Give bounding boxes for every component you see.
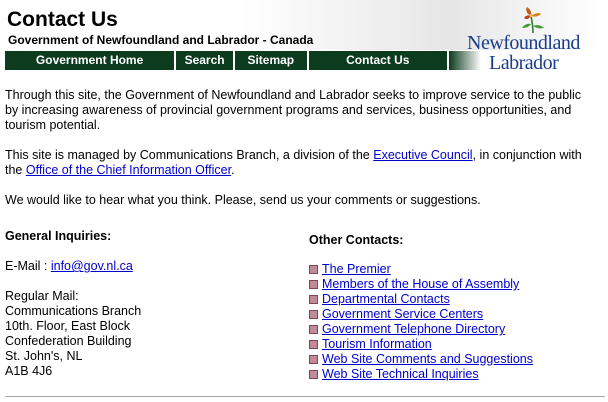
intro-p2-text-middle: , in conjunction with the (5, 148, 582, 177)
house-of-assembly-link[interactable]: Members of the House of Assembly (322, 277, 520, 291)
general-inquiries (5, 229, 295, 379)
general-inquiries-heading: General Inquiries: (5, 229, 112, 243)
telephone-directory-link[interactable]: Government Telephone Directory (322, 322, 506, 336)
intro-paragraph-3: We would like to hear what you think. Please, send us your comments or suggestions. (5, 193, 481, 207)
nav-government-home[interactable]: Government Home (5, 51, 174, 70)
square-bullet-icon (309, 310, 318, 319)
nav-search[interactable]: Search (176, 51, 233, 70)
page-subtitle: Government of Newfoundland and Labrador - Canada (8, 33, 314, 47)
list-item (309, 322, 604, 337)
footer-divider (5, 396, 605, 397)
main-nav (5, 51, 449, 70)
executive-council-link[interactable]: Executive Council (373, 148, 473, 162)
intro-section (5, 88, 595, 223)
premier-link[interactable]: The Premier (322, 262, 391, 276)
square-bullet-icon (309, 280, 318, 289)
list-item (309, 307, 604, 322)
square-bullet-icon (309, 355, 318, 364)
mailing-address (5, 304, 295, 379)
intro-paragraph-1: Through this site, the Government of Newfoundland and Labrador seeks to improve service to the public by increasing awareness of provincial government programs and services, business opportunities, and tourism potential. (5, 88, 582, 132)
email-row (5, 259, 295, 274)
list-item (309, 292, 604, 307)
list-item (309, 367, 604, 382)
square-bullet-icon (309, 325, 318, 334)
other-contacts-list (309, 262, 604, 382)
technical-inquiries-link[interactable]: Web Site Technical Inquiries (322, 367, 479, 381)
intro-paragraph-2 (5, 148, 595, 178)
other-contacts (309, 233, 604, 382)
address-line: A1B 4J6 (5, 364, 53, 378)
intro-p2-text-after: . (231, 163, 235, 177)
pitcher-plant-icon (519, 6, 547, 34)
tourism-information-link[interactable]: Tourism Information (322, 337, 432, 351)
logo-text-labrador: Labrador (489, 52, 559, 74)
square-bullet-icon (309, 370, 318, 379)
list-item (309, 337, 604, 352)
email-link[interactable]: info@gov.nl.ca (50, 259, 133, 273)
regular-mail-label: Regular Mail: (5, 289, 79, 303)
address-line: 10th. Floor, East Block (5, 319, 131, 333)
other-contacts-heading: Other Contacts: (309, 233, 404, 247)
province-logo[interactable] (463, 6, 603, 74)
address-line: Confederation Building (5, 334, 132, 348)
service-centers-link[interactable]: Government Service Centers (322, 307, 484, 321)
address-line: Communications Branch (5, 304, 142, 318)
list-item (309, 277, 604, 292)
nav-sitemap[interactable]: Sitemap (235, 51, 307, 70)
comments-suggestions-link[interactable]: Web Site Comments and Suggestions (322, 352, 533, 366)
list-item (309, 262, 604, 277)
ocio-link[interactable]: Office of the Chief Information Officer (25, 163, 232, 177)
square-bullet-icon (309, 340, 318, 349)
departmental-contacts-link[interactable]: Departmental Contacts (322, 292, 450, 306)
email-label: E-Mail : (5, 259, 51, 273)
address-line: St. John's, NL (5, 349, 83, 363)
page-title: Contact Us (7, 8, 118, 31)
intro-p2-text-before: This site is managed by Communications Branch, a division of the (5, 148, 374, 162)
list-item (309, 352, 604, 367)
page-header (0, 0, 608, 80)
square-bullet-icon (309, 265, 318, 274)
square-bullet-icon (309, 295, 318, 304)
logo-text-newfoundland: Newfoundland (467, 32, 580, 54)
nav-contact-us[interactable]: Contact Us (309, 51, 447, 70)
